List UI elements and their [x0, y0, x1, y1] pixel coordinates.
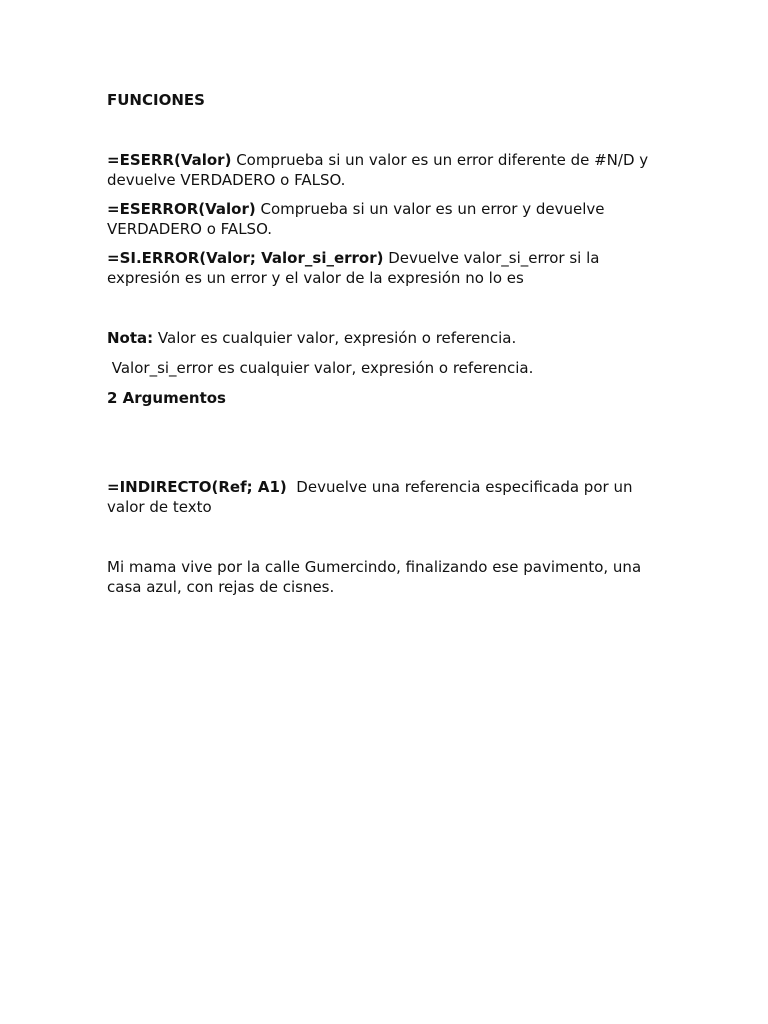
function-description-indirecto: Devuelve una referencia especificada por un valor de texto: [107, 478, 638, 516]
title-text: FUNCIONES: [107, 91, 205, 109]
nota-text: Valor es cualquier valor, expresión o referencia.: [153, 329, 517, 347]
paragraph-eserror: [107, 200, 667, 239]
paragraph-story: Mi mama vive por la calle Gumercindo, finalizando ese pavimento, una casa azul, con rejas de cisnes.: [107, 558, 642, 596]
paragraph-valor-si-error: Valor_si_error es cualquier valor, expresión o referencia.: [107, 359, 534, 377]
nota-label: Nota:: [107, 329, 154, 347]
paragraph-indirecto: [107, 478, 667, 517]
function-term-eserr: =ESERR(Valor): [107, 151, 232, 169]
paragraph-nota: [107, 329, 667, 349]
paragraph-si-error: [107, 249, 667, 288]
function-term-eserror: =ESERROR(Valor): [107, 200, 256, 218]
function-term-indirecto: =INDIRECTO(Ref; A1): [107, 478, 287, 496]
function-description-si-error: Devuelve valor_si_error si la expresión es un error y el valor de la expresión no lo es: [107, 249, 600, 287]
function-term-si-error: =SI.ERROR(Valor; Valor_si_error): [107, 249, 384, 267]
argumentos-text: 2 Argumentos: [107, 389, 226, 407]
paragraph-argumentos: [107, 389, 667, 409]
function-description-eserr: Comprueba si un valor es un error diferente de #N/D y devuelve VERDADERO o FALSO.: [107, 151, 649, 189]
function-description-eserror: Comprueba si un valor es un error y devuelve VERDADERO o FALSO.: [107, 200, 605, 238]
document-title: [107, 91, 667, 111]
paragraph-eserr: [107, 151, 667, 190]
